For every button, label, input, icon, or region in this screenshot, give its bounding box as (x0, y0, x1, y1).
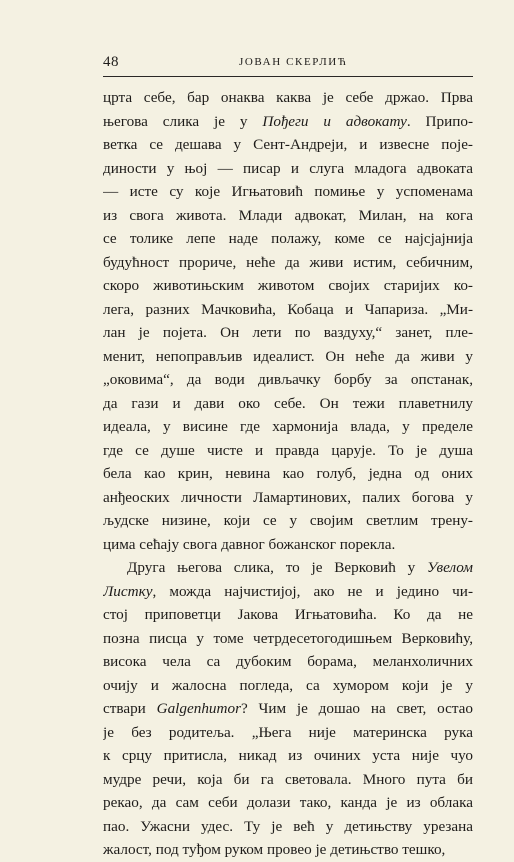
text-line: анђеоских личности Ламартинових, палих богова у (103, 488, 473, 506)
text-line: бела као крин, невина као голуб, једна од оних (103, 465, 473, 482)
text-line: његова слика је у Пођеги и адвокату. Припо- (103, 112, 473, 130)
text-line: менит, непоправљив идеалист. Он неће да живи у (103, 347, 473, 365)
italic-title: Пођеги и адвокату (262, 112, 407, 130)
text-line: идеала, у висине где хармонија влада, у пределе (103, 418, 473, 435)
text-line: к срцу притисла, никад из очиних уста није чуо (103, 747, 473, 764)
text-line: очију и жалосна погледа, са хумором који је у (103, 676, 473, 694)
text-line: Листку, можда најчистијој, ако не и једино чи- (103, 582, 473, 600)
italic-title: Листку (103, 582, 153, 600)
text-line: мудре речи, која би га световала. Много пута би (103, 770, 473, 788)
text-line: људске низине, који се у својим светлим трену- (103, 512, 473, 529)
running-head: ЈОВАН СКЕРЛИЋ (239, 56, 348, 68)
text-line: Друга његова слика, то је Верковић у Увелом (127, 559, 473, 576)
text-line: „оковима“, да води дивљачку борбу за опстанак, (103, 371, 473, 388)
text-line: да гази и дави око себе. Он тежи плаветнилу (103, 394, 473, 412)
text-line: диности у њој — писар и слуга младога адвоката (103, 159, 473, 177)
text-line: позна писца у томе четрдесетогодишњем Верковићу, (103, 629, 473, 647)
text-line: стој приповетци Јакова Игњатовића. Ко да не (103, 606, 473, 623)
text-line: из свога живота. Млади адвокат, Милан, на кога (103, 206, 473, 224)
page-header (103, 54, 473, 76)
text-line: црта себе, бар онаква каква је себе држао. Прва (103, 89, 473, 106)
text-line: будућност прориче, неће да живи истим, себичним, (103, 253, 473, 271)
text-line: лега, разних Мачковића, Кобаца и Чапариза. „Ми- (103, 300, 473, 318)
text-line: лан је појета. Он лети по ваздуху,“ занет, пле- (103, 324, 473, 341)
text-line: — исте су које Игњатовић помиње у успоменама (103, 183, 473, 200)
body-text (103, 86, 473, 862)
text-line: је без родитеља. „Њега није материнска рука (103, 723, 473, 741)
text-line: рекао, да сам себи долази тако, канда је из облака (103, 794, 473, 811)
text-line: скоро животињским животом својих старијих ко- (103, 277, 473, 294)
text-line: где се душе чисте и правда царује. То је душа (103, 441, 473, 459)
text-line: ветка се дешава у Сент-Андреји, и извесне поје- (103, 136, 473, 153)
text-line: се толике лепе наде полажу, коме се најсјајнија (103, 230, 473, 247)
page-number: 48 (103, 54, 119, 70)
text-line: пао. Ужасни удес. Ту је већ у детињству урезана (103, 817, 473, 835)
paragraph (103, 86, 473, 556)
italic-title: Galgenhumor (156, 700, 241, 717)
text-line: висока чела са дубоким борама, меланхоличних (103, 653, 473, 670)
text-line: ствари Galgenhumor? Чим је дошао на свет, остао (103, 700, 473, 717)
italic-title: Увелом (427, 559, 473, 576)
text-line: жалост, под туђом руком провео је детињство тешко, (103, 841, 446, 858)
paragraph (103, 556, 473, 862)
header-rule (103, 76, 473, 77)
text-line: цима сећају свога давног божанског порекла. (103, 535, 396, 553)
